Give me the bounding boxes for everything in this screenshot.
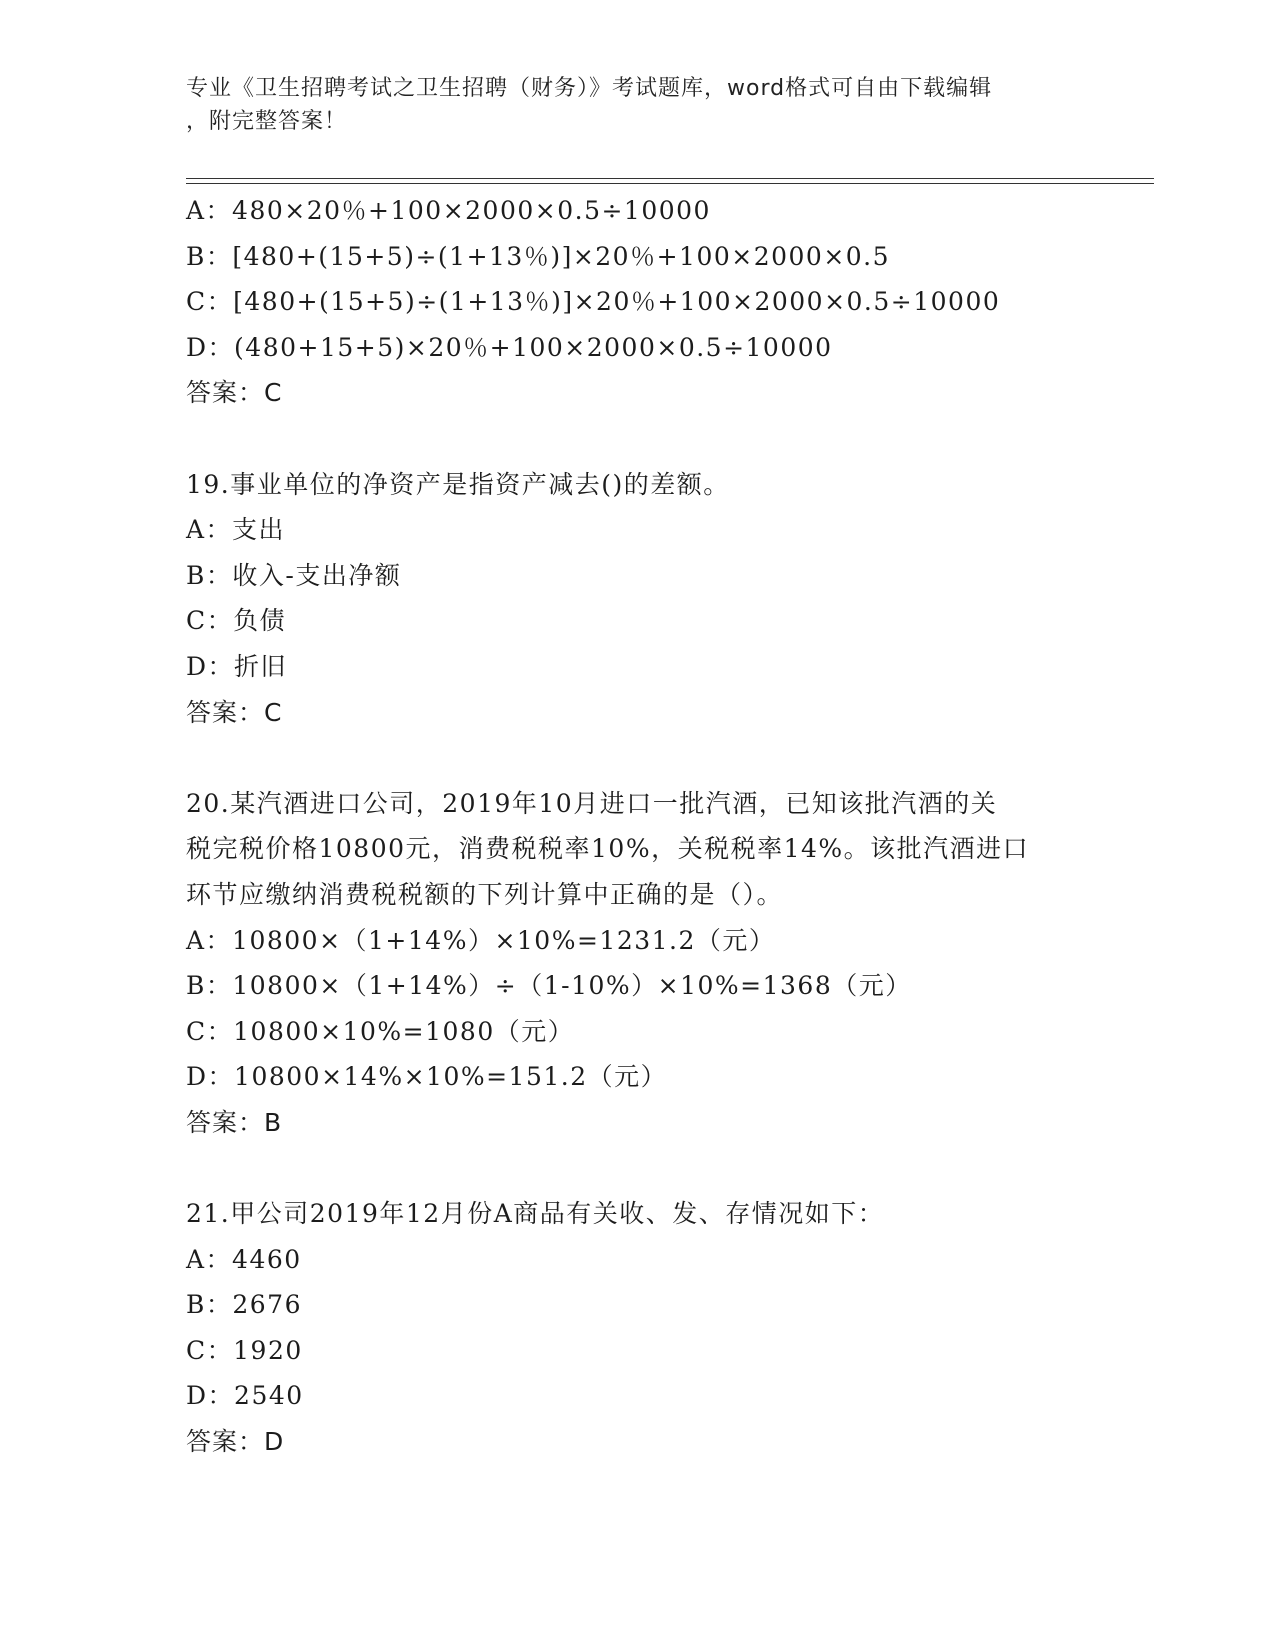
answer-line: 答案：C (186, 697, 283, 727)
option-a: A：支出 (186, 515, 286, 545)
question-stem-line-2: 税完税价格10800元，消费税税率10%，关税税率14%。该批汽酒进口 (186, 834, 1030, 864)
answer-line: 答案：C (186, 378, 283, 408)
question-stem: 19.事业单位的净资产是指资产减去()的差额。 (186, 469, 730, 499)
option-d: D：折旧 (186, 651, 288, 681)
option-a: A：4460 (186, 1244, 302, 1274)
option-a: A：480×20％+100×2000×0.5÷10000 (186, 196, 711, 225)
header-line-1: 专业《卫生招聘考试之卫生招聘（财务）》考试题库，word格式可自由下载编辑 (186, 76, 993, 101)
option-c: C：负债 (186, 606, 287, 636)
answer-line: 答案：D (186, 1427, 285, 1457)
question-list (186, 188, 1086, 1465)
option-b: B：10800×（1+14%）÷（1-10%）×10%=1368（元） (186, 971, 912, 1001)
answer-line: 答案：B (186, 1107, 283, 1137)
header-divider-bottom (186, 183, 1154, 184)
option-d: D：2540 (186, 1381, 304, 1411)
option-b: B：2676 (186, 1290, 302, 1320)
question-18 (186, 188, 1086, 416)
question-20 (186, 781, 1086, 1146)
document-header (186, 72, 1066, 138)
option-b: B：[480+(15+5)÷(1+13％)]×20％+100×2000×0.5 (186, 241, 891, 271)
option-c: C：10800×10%=1080（元） (186, 1016, 575, 1046)
question-19 (186, 462, 1086, 736)
question-stem-line-1: 20.某汽酒进口公司，2019年10月进口一批汽酒，已知该批汽酒的关 (186, 788, 998, 818)
question-stem: 21.甲公司2019年12月份A商品有关收、发、存情况如下： (186, 1199, 885, 1229)
spacer (186, 416, 1086, 462)
option-d: D：(480+15+5)×20％+100×2000×0.5÷10000 (186, 332, 833, 362)
option-d: D：10800×14%×10%=151.2（元） (186, 1062, 668, 1092)
spacer (186, 1145, 1086, 1191)
option-a: A：10800×（1+14%）×10%=1231.2（元） (186, 925, 776, 955)
spacer (186, 735, 1086, 781)
question-stem-line-3: 环节应缴纳消费税税额的下列计算中正确的是（）。 (186, 879, 784, 909)
header-line-2: ，附完整答案！ (186, 109, 348, 134)
question-21 (186, 1191, 1086, 1465)
option-c: C：1920 (186, 1335, 303, 1365)
option-b: B：收入-支出净额 (186, 560, 402, 590)
header-divider-top (186, 178, 1154, 179)
option-c: C：[480+(15+5)÷(1+13％)]×20％+100×2000×0.5÷10000 (186, 287, 1001, 317)
